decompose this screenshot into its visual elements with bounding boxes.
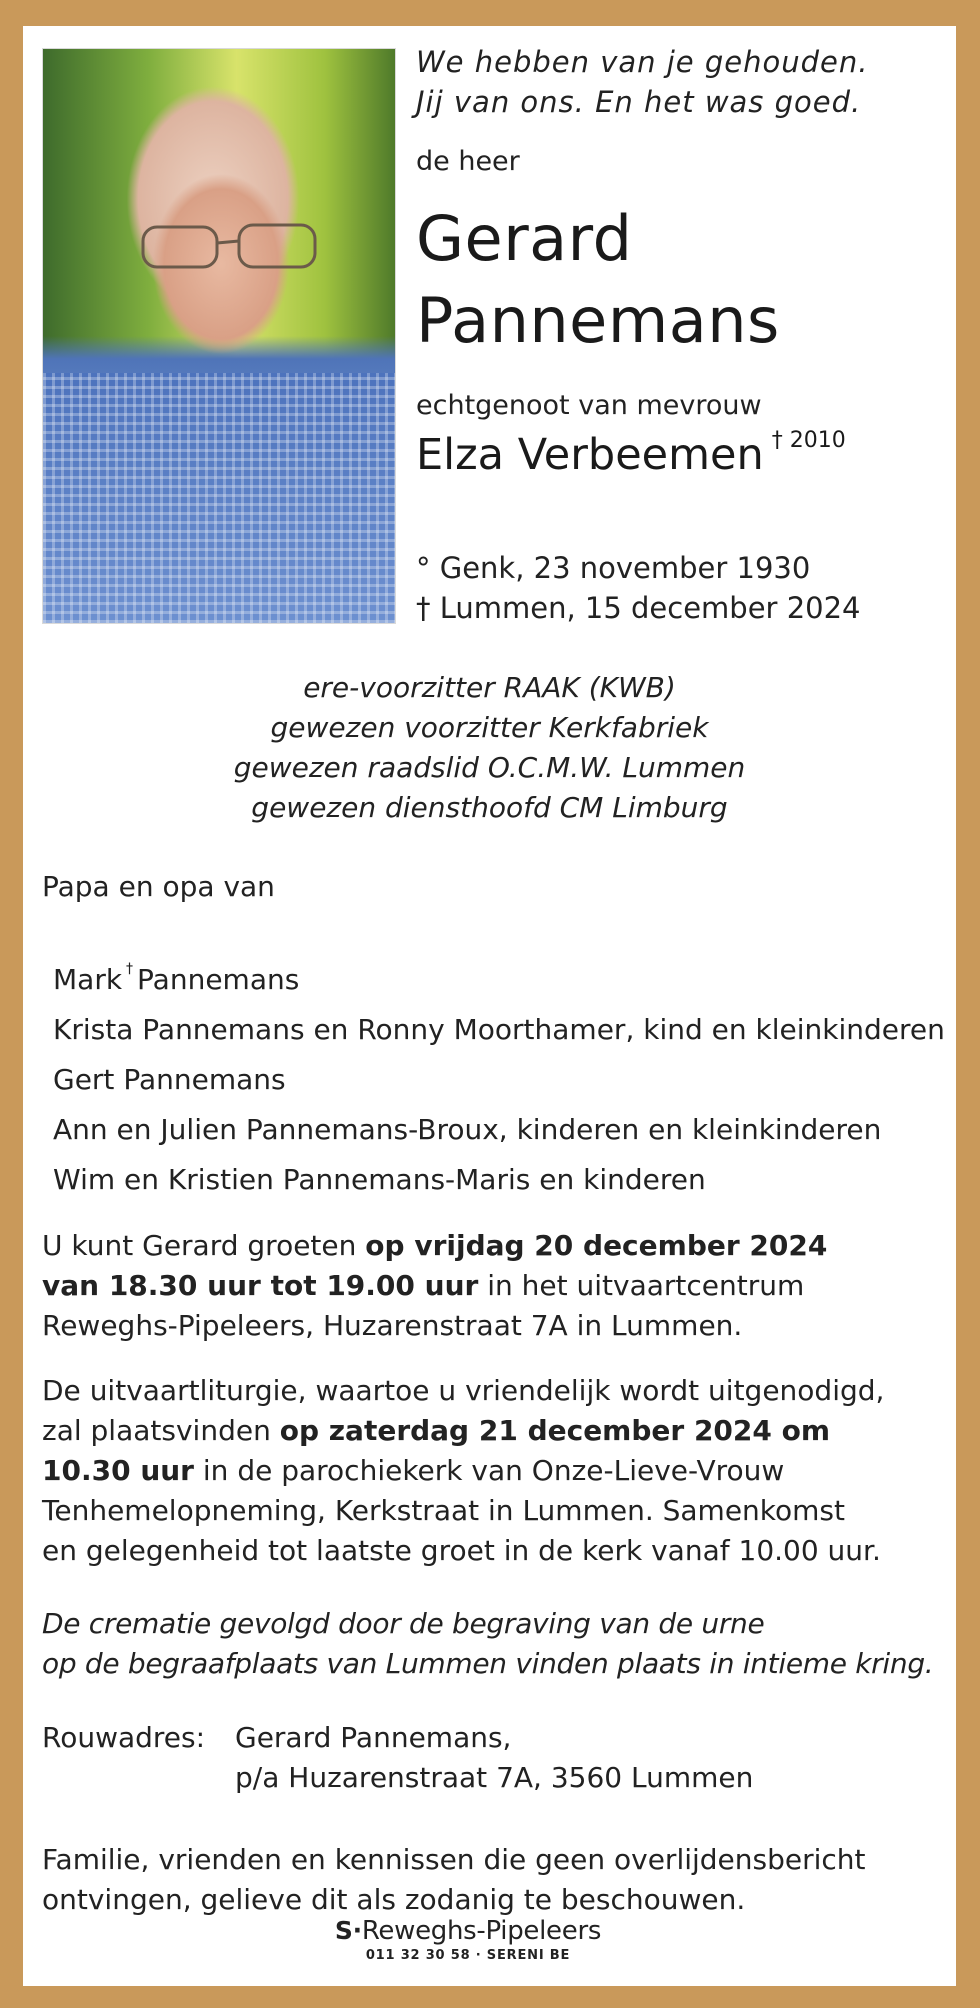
portrait-photo [42,48,396,624]
child-surname: Pannemans [137,963,300,996]
visitation-text: U kunt Gerard groeten [42,1229,366,1262]
last-name: Pannemans [416,284,780,357]
closing-text: Familie, vrienden en kennissen die geen overlijdensbericht [42,1843,866,1876]
liturgy-time: 10.30 uur [42,1454,194,1487]
quote [416,42,868,122]
cremation-text: op de begraafplaats van Lummen vinden plaats in intieme kring. [42,1647,934,1680]
liturgy-text: in de parochiekerk van Onze-Lieve-Vrouw [194,1454,785,1487]
liturgy-text: Tenhemelopneming, Kerkstraat in Lummen. Samenkomst [42,1494,845,1527]
mourning-address [42,1718,753,1798]
cremation-paragraph [42,1604,942,1684]
first-name: Gerard [416,202,633,275]
child-item: Gert Pannemans [53,1063,286,1096]
family-intro: Papa en opa van [42,870,275,903]
funeral-home-logo [315,1916,621,1946]
closing-text: ontvingen, gelieve dit als zodanig te beschouwen. [42,1883,746,1916]
child-first-name: Mark [53,963,123,996]
liturgy-text: en gelegenheid tot laatste groet in de kerk vanaf 10.00 uur. [42,1534,881,1567]
obituary-card [23,26,956,1986]
logo-mark: S· [334,1916,362,1945]
function-item: gewezen diensthoofd CM Limburg [251,791,728,824]
function-item: gewezen raadslid O.C.M.W. Lummen [233,751,746,784]
functions-list [23,668,956,828]
glasses-shape [135,221,325,273]
spouse-death-year: † 2010 [771,428,846,453]
spouse-name-line [416,428,846,480]
quote-line: Jij van ons. En het was goed. [416,85,862,119]
child-item: Krista Pannemans en Ronny Moorthamer, kind en kleinkinderen [53,1013,945,1046]
closing-paragraph [42,1840,942,1920]
liturgy-date: op zaterdag 21 december 2024 om [279,1414,831,1447]
quote-line: We hebben van je gehouden. [416,45,869,79]
address-line: p/a Huzarenstraat 7A, 3560 Lummen [235,1761,754,1794]
liturgy-paragraph [42,1371,942,1571]
spouse-name: Elza Verbeemen [416,430,764,480]
child-item: Ann en Julien Pannemans-Broux, kinderen en kleinkinderen [53,1113,882,1146]
child-item: Wim en Kristien Pannemans-Maris en kinderen [53,1163,706,1196]
funeral-home-name: Reweghs-Pipeleers [361,1916,602,1946]
visitation-date: op vrijdag 20 december 2024 [365,1229,828,1262]
spouse-label: echtgenoot van mevrouw [416,390,762,421]
child-item [53,944,945,1005]
funeral-home-footer [315,1916,621,1963]
deceased-name [416,198,780,362]
shirt-shape [43,373,395,623]
address-label: Rouwadres: [42,1721,206,1754]
cremation-text: De crematie gevolgd door de begraving van de urne [42,1607,765,1640]
funeral-home-contact: 011 32 30 58 · SERENI BE [365,1948,571,1963]
deceased-mark: † [126,961,134,977]
liturgy-text: De uitvaartliturgie, waartoe u vriendelijk wordt uitgenodigd, [42,1374,885,1407]
visitation-text: in het uitvaartcentrum [478,1269,805,1302]
liturgy-text: zal plaatsvinden [42,1414,280,1447]
birth-date: ° Genk, 23 november 1930 [416,551,811,585]
life-dates [416,548,861,628]
visitation-location: Reweghs-Pipeleers, Huzarenstraat 7A in Lummen. [42,1309,743,1342]
visitation-time: van 18.30 uur tot 19.00 uur [42,1269,479,1302]
honorific: de heer [416,146,520,177]
visitation-paragraph [42,1226,942,1346]
function-item: ere-voorzitter RAAK (KWB) [303,671,676,704]
address-line: Gerard Pannemans, [235,1721,512,1754]
death-date: † Lummen, 15 december 2024 [416,591,861,625]
children-list [53,944,945,1205]
function-item: gewezen voorzitter Kerkfabriek [270,711,709,744]
